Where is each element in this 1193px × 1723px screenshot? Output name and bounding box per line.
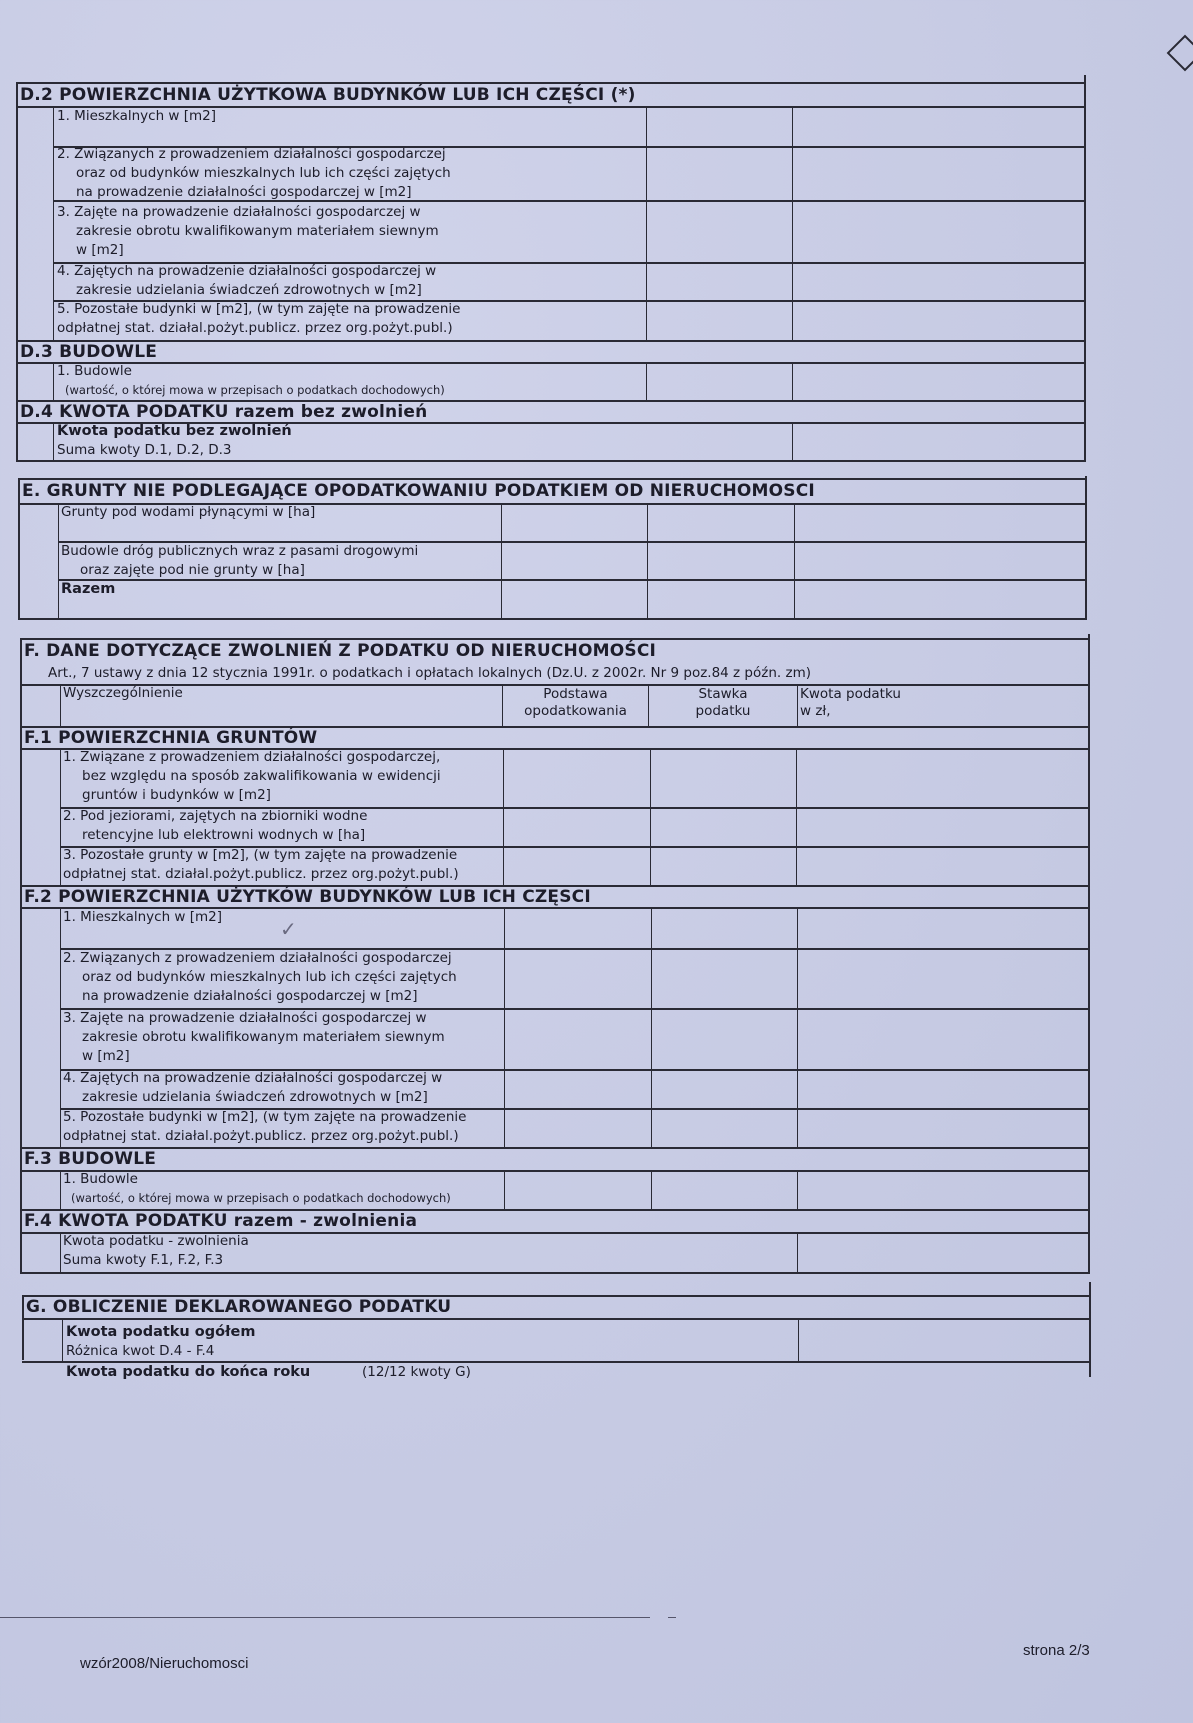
border: [16, 82, 18, 460]
border: [504, 907, 505, 1147]
border: [1084, 75, 1086, 460]
section-title: F. DANE DOTYCZĄCE ZWOLNIEŃ Z PODATKU OD NIERUCHOMOŚCI: [24, 641, 657, 661]
row-label: 1. Budowle (wartość, o której mowa w przepisach o podatkach dochodowych): [63, 1171, 451, 1205]
border: [503, 748, 504, 885]
border: [651, 1170, 652, 1209]
row-label: 2. Związanych z prowadzeniem działalności gospodarczej oraz od budynków mieszkalnych lub ich części zajętych na prowadzenie działalności gospodarczej w [m2]: [63, 950, 457, 1004]
border: [797, 684, 798, 726]
row-label: 2. Pod jeziorami, zajętych na zbiorniki wodne retencyjne lub elektrowni wodnych w [ha]: [63, 808, 368, 843]
border: [58, 503, 59, 618]
border: [798, 1318, 799, 1361]
row-label: 4. Zajętych na prowadzenie działalności gospodarczej w zakresie udzielania świadczeń zdrowotnych w [m2]: [57, 263, 437, 298]
column-header-amount: Kwota podatku w zł,: [800, 686, 901, 719]
border: [651, 907, 652, 1147]
border: [60, 684, 61, 726]
section-title: F.2 POWIERZCHNIA UŻYTKÓW BUDYNKÓW LUB ICH CZĘSCI: [24, 887, 591, 907]
row-label: 3. Pozostałe grunty w [m2], (w tym zajęte na prowadzenie odpłatnej stat. działal.pożyt.publicz. przez org.pożyt.publ.): [63, 847, 459, 882]
column-header-base: Podstawa opodatkowania: [524, 686, 627, 719]
rule: [16, 82, 1086, 84]
section-title: F.1 POWIERZCHNIA GRUNTÓW: [24, 728, 318, 748]
border: [1085, 476, 1087, 618]
border: [60, 748, 61, 885]
row-label: Budowle dróg publicznych wraz z pasami drogowymi oraz zajęte pod nie grunty w [ha]: [61, 543, 419, 578]
year-amount-note: (12/12 kwoty G): [362, 1364, 471, 1380]
border: [53, 362, 54, 400]
border: [504, 1170, 505, 1209]
rule: [16, 340, 1086, 342]
stamp-corner-icon: [1167, 35, 1193, 72]
footer-template-name: wzór2008/Nieruchomosci: [80, 1655, 249, 1672]
rule: [20, 1272, 1090, 1274]
border: [646, 106, 647, 340]
row-label: Kwota podatku - zwolnienia Suma kwoty F.1, F.2, F.3: [63, 1233, 249, 1268]
row-label: Kwota podatku bez zwolnień Suma kwoty D.1, D.2, D.3: [57, 423, 292, 458]
rule: [18, 478, 1087, 480]
handwritten-mark-icon: ✓: [280, 917, 297, 941]
border: [62, 1318, 63, 1361]
border: [792, 422, 793, 460]
column-header-rate: Stawka podatku: [695, 686, 751, 719]
footer-page-number: strona 2/3: [1023, 1642, 1090, 1659]
section-title: D.3 BUDOWLE: [20, 342, 158, 362]
input-cell[interactable]: [648, 108, 791, 145]
row-label: Kwota podatku ogółem Różnica kwot D.4 - F.4: [66, 1324, 256, 1359]
section-title: F.3 BUDOWLE: [24, 1149, 157, 1169]
row-label: 1. Mieszkalnych w [m2]: [63, 909, 223, 925]
border: [650, 748, 651, 885]
input-cell[interactable]: [794, 424, 1083, 459]
row-label: 2. Związanych z prowadzeniem działalności gospodarczej oraz od budynków mieszkalnych lub ich części zajętych na prowadzenie działalności gospodarczej w [m2]: [57, 146, 451, 200]
border: [60, 907, 61, 1147]
row-label: 5. Pozostałe budynki w [m2], (w tym zajęte na prowadzenie odpłatnej stat. działal.pożyt.publicz. przez org.pożyt.publ.): [57, 301, 461, 336]
border: [18, 478, 20, 618]
footer-rule: [0, 1617, 650, 1618]
border: [792, 106, 793, 340]
row-label: 1. Związane z prowadzeniem działalności gospodarczej, bez względu na sposób zakwalifikowania w ewidencji gruntów i budynków w [m2]: [63, 749, 441, 803]
row-label: Grunty pod wodami płynącymi w [ha]: [61, 504, 316, 520]
section-title: D.2 POWIERZCHNIA UŻYTKOWA BUDYNKÓW LUB ICH CZĘŚCI (*): [20, 85, 636, 105]
border: [53, 106, 54, 340]
rule: [20, 638, 1090, 640]
border: [796, 748, 797, 885]
row-label: Razem: [61, 581, 116, 597]
column-header-description: Wyszczególnienie: [63, 685, 183, 701]
rule: [20, 1147, 1090, 1149]
section-title: E. GRUNTY NIE PODLEGAJĄCE OPODATKOWANIU PODATKIEM OD NIERUCHOMOSCI: [22, 481, 815, 501]
section-title: F.4 KWOTA PODATKU razem - zwolnienia: [24, 1211, 418, 1231]
border: [646, 362, 647, 400]
rule: [22, 1318, 1091, 1320]
border: [22, 1295, 24, 1360]
footer-rule-dash: [668, 1617, 676, 1618]
row-label: 5. Pozostałe budynki w [m2], (w tym zajęte na prowadzenie odpłatnej stat. działal.pożyt.publicz. przez org.pożyt.publ.): [63, 1109, 467, 1144]
border: [20, 638, 22, 1272]
border: [647, 503, 648, 618]
border: [794, 503, 795, 618]
row-label: 3. Zajęte na prowadzenie działalności gospodarczej w zakresie obrotu kwalifikowanym materiałem siewnym w [m2]: [57, 204, 439, 258]
border: [1088, 634, 1090, 1272]
section-subtitle: Art., 7 ustawy z dnia 12 stycznia 1991r. o podatkach i opłatach lokalnych (Dz.U. z 2002r. Nr 9 poz.84 z późn. zm): [48, 665, 811, 681]
border: [60, 1232, 61, 1272]
rule: [18, 618, 1087, 620]
border: [60, 1170, 61, 1209]
border: [797, 907, 798, 1147]
border: [501, 503, 502, 618]
section-title: G. OBLICZENIE DEKLAROWANEGO PODATKU: [26, 1297, 452, 1317]
rule: [16, 460, 1086, 462]
border: [792, 362, 793, 400]
row-label: 1. Mieszkalnych w [m2]: [57, 108, 217, 124]
input-cell[interactable]: [794, 108, 1083, 145]
border: [797, 1232, 798, 1272]
row-label: 4. Zajętych na prowadzenie działalności gospodarczej w zakresie udzielania świadczeń zdrowotnych w [m2]: [63, 1070, 443, 1105]
section-title: D.4 KWOTA PODATKU razem bez zwolnień: [20, 402, 428, 422]
border: [53, 422, 54, 460]
row-label: 3. Zajęte na prowadzenie działalności gospodarczej w zakresie obrotu kwalifikowanym materiałem siewnym w [m2]: [63, 1010, 445, 1064]
row-label: 1. Budowle (wartość, o której mowa w przepisach o podatkach dochodowych): [57, 363, 445, 397]
year-amount-label: Kwota podatku do końca roku: [66, 1364, 311, 1380]
border: [797, 1170, 798, 1209]
